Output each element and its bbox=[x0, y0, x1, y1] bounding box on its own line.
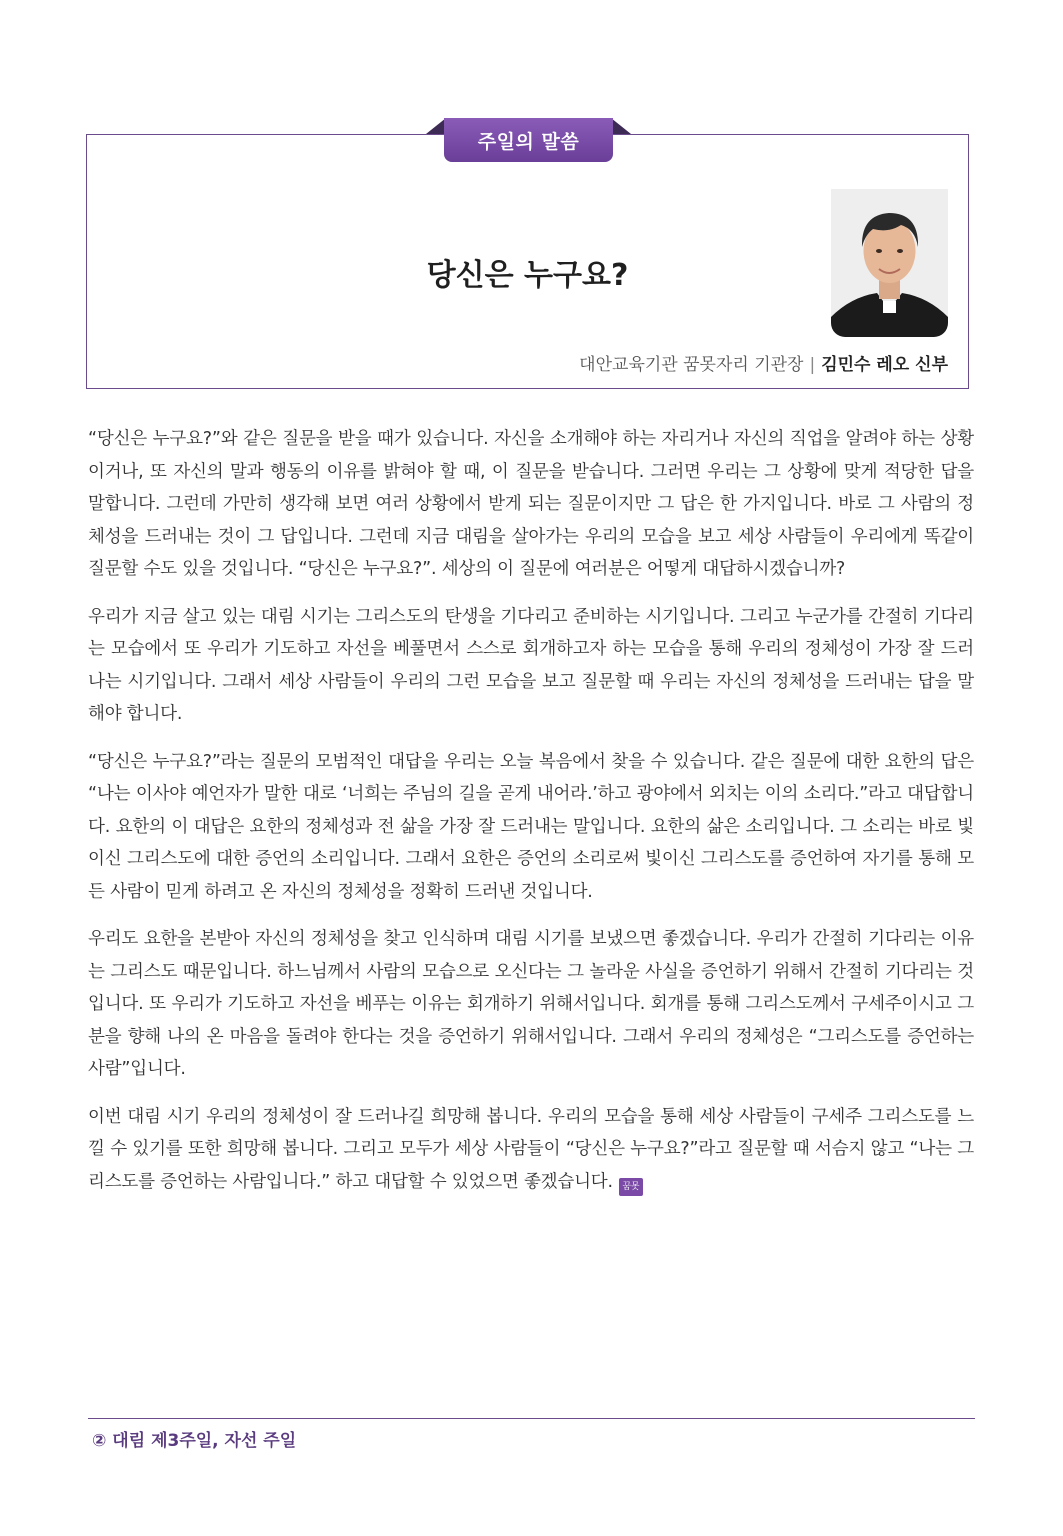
footer-caption: ② 대림 제3주일, 자선 주일 bbox=[92, 1431, 297, 1451]
tab-ear-left bbox=[426, 118, 446, 134]
author-name: 김민수 레오 신부 bbox=[821, 355, 948, 375]
section-tab bbox=[426, 118, 631, 162]
author-byline bbox=[579, 350, 948, 375]
body-paragraph: 우리도 요한을 본받아 자신의 정체성을 찾고 인식하며 대림 시기를 보냈으면 좋겠습니다. 우리가 간절히 기다리는 이유는 그리스도 때문입니다. 하느님께서 사람의 모습으로 오신다는 그 놀라운 사실을 증언하기 위해서 간절히 기다리는 것입니다. 또 우리가 기도하고 자선을 베푸는 이유는 회개하기 위해서입니다. 회개를 통해 그리스도께서 구세주이시고 그분을 향해 나의 온 마음을 돌려야 한다는 것을 증언하기 위해서입니다. 그래서 우리의 정체성은 “그리스도를 증언하는 사람”입니다. bbox=[88, 929, 974, 1079]
author-organization: 대안교육기관 꿈못자리 기관장 bbox=[579, 355, 804, 375]
portrait-photo-icon bbox=[831, 189, 948, 337]
end-mark-logo: 꿈못 bbox=[619, 1178, 643, 1196]
article-title: 당신은 누구요? bbox=[426, 258, 629, 293]
body-paragraph: 이번 대림 시기 우리의 정체성이 잘 드러나길 희망해 봅니다. 우리의 모습을 통해 세상 사람들이 구세주 그리스도를 느낄 수 있기를 또한 희망해 봅니다. 그리고 모두가 세상 사람들이 “당신은 누구요?”라고 질문할 때 서슴지 않고 “나는 그리스도를 증언하는 사람입니다.” 하고 대답할 수 있었으면 좋겠습니다. bbox=[88, 1106, 974, 1192]
section-tab-label: 주일의 말씀 bbox=[444, 118, 613, 162]
tab-ear-right bbox=[611, 118, 631, 134]
body-paragraph: 우리가 지금 살고 있는 대림 시기는 그리스도의 탄생을 기다리고 준비하는 시기입니다. 그리고 누군가를 간절히 기다리는 모습에서 또 우리가 기도하고 자선을 베풀면서 스스로 회개하고자 하는 모습을 통해 우리의 정체성이 가장 잘 드러나는 시기입니다. 그래서 세상 사람들이 우리의 그런 모습을 보고 질문할 때 우리는 자신의 정체성을 드러내는 답을 말해야 합니다. bbox=[88, 606, 974, 724]
byline-separator: | bbox=[809, 355, 816, 375]
article-body bbox=[88, 423, 974, 1213]
body-paragraph: “당신은 누구요?”라는 질문의 모범적인 대답을 우리는 오늘 복음에서 찾을 수 있습니다. 같은 질문에 대한 요한의 답은 “나는 이사야 예언자가 말한 대로 ‘너희는 주님의 길을 곧게 내어라.’하고 광야에서 외치는 이의 소리다.”라고 대답합니다. 요한의 이 대답은 요한의 정체성과 전 삶을 가장 잘 드러내는 말입니다. 요한의 삶은 소리입니다. 그 소리는 바로 빛이신 그리스도에 대한 증언의 소리입니다. 그래서 요한은 증언의 소리로써 빛이신 그리스도를 증언하여 자기를 통해 모든 사람이 믿게 하려고 온 자신의 정체성을 정확히 드러낸 것입니다. bbox=[88, 751, 974, 902]
body-paragraph-last bbox=[88, 1101, 974, 1199]
footer-divider bbox=[88, 1418, 975, 1419]
body-paragraph: “당신은 누구요?”와 같은 질문을 받을 때가 있습니다. 자신을 소개해야 하는 자리거나 자신의 직업을 알려야 하는 상황이거나, 또 자신의 말과 행동의 이유를 밝혀야 할 때, 이 질문을 받습니다. 그러면 우리는 그 상황에 맞게 적당한 답을 말합니다. 그런데 가만히 생각해 보면 여러 상황에서 받게 되는 질문이지만 그 답은 한 가지입니다. 바로 그 사람의 정체성을 드러내는 것이 그 답입니다. 그런데 지금 대림을 살아가는 우리의 모습을 보고 세상 사람들이 우리에게 똑같이 질문할 수도 있을 것입니다. “당신은 누구요?”. 세상의 이 질문에 여러분은 어떻게 대답하시겠습니까? bbox=[88, 429, 974, 579]
